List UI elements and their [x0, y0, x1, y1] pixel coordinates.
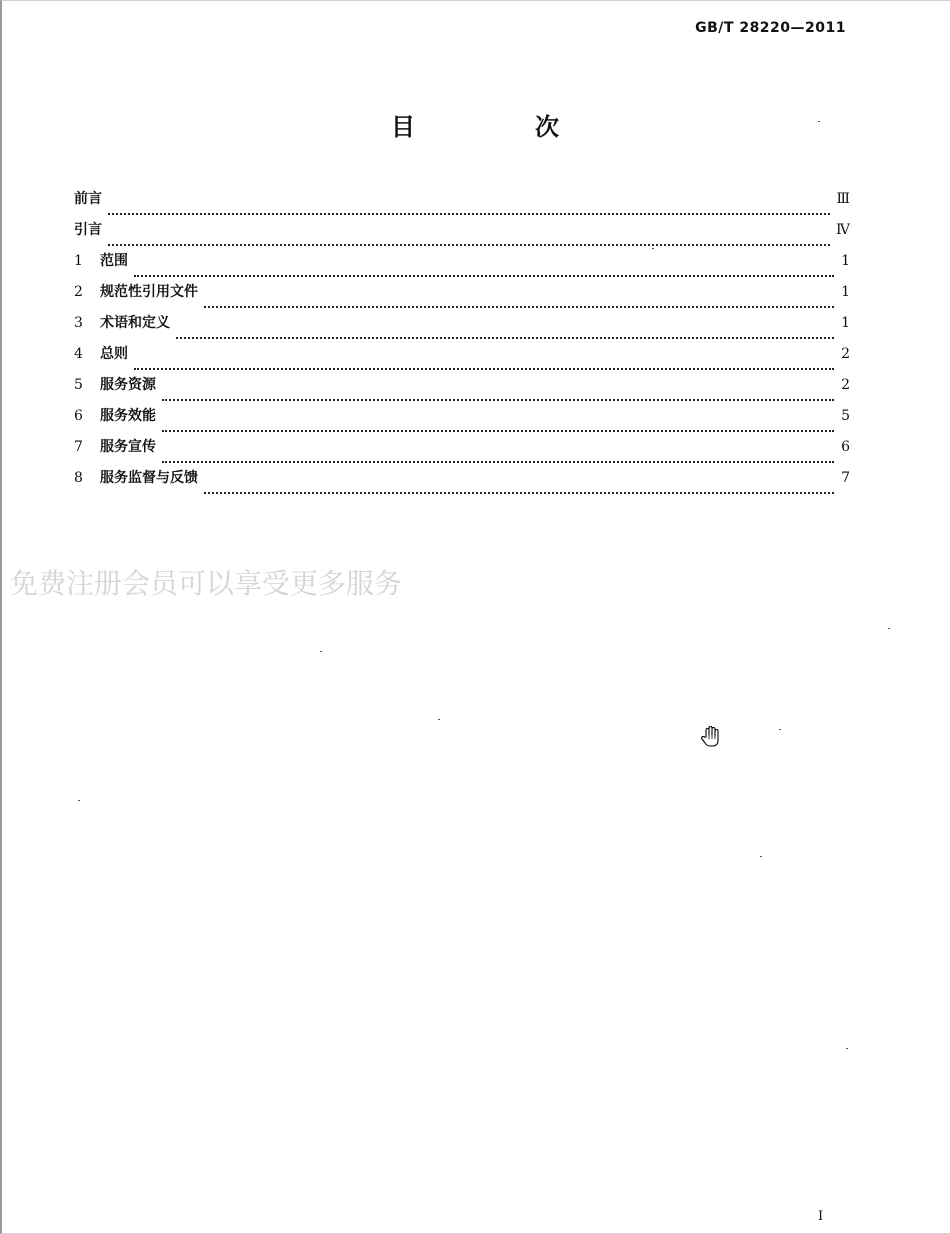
- toc-leader-dots: [134, 275, 834, 277]
- toc-leader-dots: [162, 399, 834, 401]
- toc-leader-dots: [204, 306, 834, 308]
- toc-entry-service-efficiency[interactable]: [74, 405, 850, 436]
- toc-entry-page: 6: [841, 439, 850, 455]
- toc-entry-page: 1: [841, 315, 850, 331]
- toc-entry-label: 服务资源: [100, 377, 156, 393]
- toc-entry-number: 5: [74, 377, 83, 393]
- toc-entry-page: 2: [841, 346, 850, 362]
- toc-entry-number: 2: [74, 284, 83, 300]
- toc-entry-page: 5: [841, 408, 850, 424]
- scan-speck: [760, 856, 762, 857]
- toc-entry-terms-definitions[interactable]: [74, 312, 850, 343]
- toc-entry-general[interactable]: [74, 343, 850, 374]
- toc-leader-dots: [162, 461, 834, 463]
- toc-entry-page: Ⅲ: [836, 191, 850, 207]
- toc-entry-introduction[interactable]: [74, 219, 850, 250]
- toc-entry-label: 服务效能: [100, 408, 156, 424]
- toc-entry-page: Ⅳ: [836, 222, 850, 238]
- toc-entry-label: 总则: [100, 346, 128, 362]
- toc-entry-normative-references[interactable]: [74, 281, 850, 312]
- toc-entry-label: 术语和定义: [100, 315, 170, 331]
- toc-entry-service-publicity[interactable]: [74, 436, 850, 467]
- toc-entry-label: 规范性引用文件: [100, 284, 198, 300]
- toc-leader-dots: [162, 430, 834, 432]
- scan-speck: [888, 628, 890, 629]
- scan-speck: [78, 800, 80, 801]
- page-number: I: [818, 1209, 824, 1224]
- toc-entry-label: 范围: [100, 253, 128, 269]
- toc-entry-preface[interactable]: [74, 188, 850, 219]
- toc-leader-dots: [176, 337, 834, 339]
- toc-entry-number: 8: [74, 470, 83, 486]
- toc-entry-page: 1: [841, 284, 850, 300]
- toc-leader-dots: [134, 368, 834, 370]
- toc-entry-page: 1: [841, 253, 850, 269]
- toc-leader-dots: [204, 492, 834, 494]
- toc-list: [74, 188, 850, 498]
- toc-entry-number: 4: [74, 346, 83, 362]
- toc-entry-number: 7: [74, 439, 83, 455]
- scan-speck: [652, 248, 654, 249]
- toc-entry-service-resources[interactable]: [74, 374, 850, 405]
- toc-entry-label: 引言: [74, 222, 102, 238]
- scan-speck: [779, 729, 781, 730]
- toc-entry-page: 7: [841, 470, 850, 486]
- toc-leader-dots: [108, 244, 830, 246]
- hand-cursor-icon: [698, 724, 724, 750]
- toc-entry-number: 1: [74, 253, 83, 269]
- toc-entry-label: 服务宣传: [100, 439, 156, 455]
- watermark-text: 免费注册会员可以享受更多服务: [10, 567, 403, 600]
- toc-entry-number: 3: [74, 315, 83, 331]
- standard-number: GB/T 28220—2011: [695, 20, 846, 36]
- scan-speck: [320, 651, 322, 652]
- toc-entry-number: 6: [74, 408, 83, 424]
- toc-entry-scope[interactable]: [74, 250, 850, 281]
- toc-title: 目 次: [391, 113, 607, 141]
- toc-leader-dots: [108, 213, 830, 215]
- toc-entry-label: 前言: [74, 191, 102, 207]
- scan-speck: [438, 719, 440, 720]
- toc-entry-label: 服务监督与反馈: [100, 470, 198, 486]
- scan-speck: [818, 121, 820, 122]
- toc-entry-page: 2: [841, 377, 850, 393]
- scan-speck: [846, 1048, 848, 1049]
- toc-entry-supervision-feedback[interactable]: [74, 467, 850, 498]
